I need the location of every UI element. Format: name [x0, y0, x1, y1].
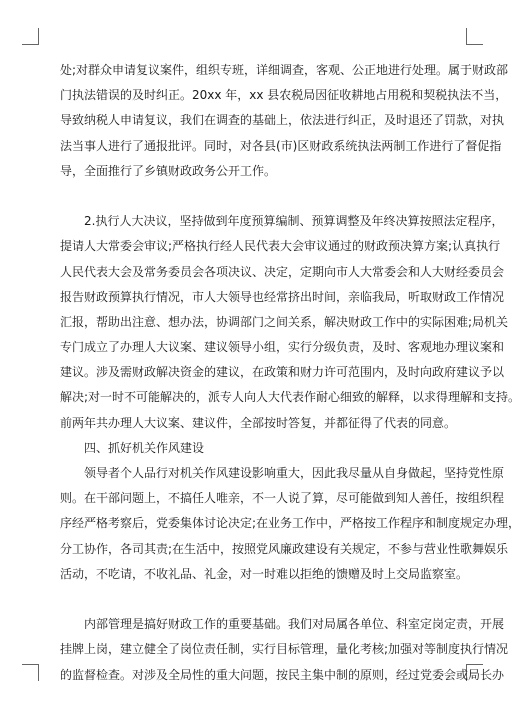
text-line: 前两年共办理人大议案、建议件，全部按时答复，并都征得了代表的同意。	[60, 415, 457, 430]
text-line: 活动，不吃请，不收礼品、礼金，对一时难以拒绝的馈赠及时上交局监察室。	[60, 566, 469, 581]
text-line: 分工协作，各司其责;在生活中，按照党风廉政建设有关规定，不参与营业性歌舞娱乐	[60, 541, 509, 556]
text-line: 法当事人进行了通报批评。同时，对各县(市)区财政系统执法两制工作进行了督促指	[60, 138, 502, 153]
section-heading: 四、抓好机关作风建设	[84, 440, 205, 455]
text-line: 解决;对一时不可能解决的，派专人向人大代表作耐心细致的解释，以求得理解和支持。	[60, 390, 520, 405]
paragraph-gap	[60, 184, 442, 209]
text-line: 导致纳税人申请复议，我们在调查的基础上，依法进行纠正，及时退还了罚款，对执	[60, 113, 505, 128]
document-body	[60, 58, 520, 688]
paragraph-leadership-conduct	[60, 461, 520, 587]
text-line: 领导者个人品行对机关作风建设影响重大，因此我尽量从自身做起，坚持党性原	[84, 466, 505, 480]
text-line: 汇报，帮助出注意、想办法，协调部门之间关系，解决财政工作中的实际困难;局机关	[60, 314, 509, 329]
text-line: 的监督检查。对涉及全局性的重大问题，按民主集中制的原则，经过党委会或局长办	[60, 667, 505, 682]
paragraph-gap	[60, 587, 442, 612]
crop-mark-bottom-left	[22, 664, 39, 681]
paragraph-enforcement	[60, 58, 509, 184]
text-line: 建议。涉及需财政解决资金的建议，在政策和财力许可范围内，及时向政府建议予以	[60, 365, 505, 380]
text-line: 导，全面推行了乡镇财政政务公开工作。	[60, 163, 277, 178]
crop-mark-top-left	[22, 28, 39, 45]
paragraph-npc-resolutions	[60, 209, 520, 436]
text-line: 报告财政预算执行情况，市人大领导也经常挤出时间，亲临我局，听取财政工作情况	[60, 289, 505, 304]
text-line: 门执法错误的及时纠正。20xx 年，xx 县农税局因征收耕地占用税和契税执法不当，	[60, 88, 508, 103]
text-line: 内部管理是搞好财政工作的重要基础。我们对局属各单位、科室定岗定责，开展	[84, 617, 505, 632]
paragraph-internal-management	[60, 612, 509, 688]
text-line: 人民代表大会及常务委员会各项决议、决定，定期向市人大常委会和人大财经委员会	[60, 264, 505, 279]
crop-mark-top-right	[466, 28, 483, 45]
text-line: 处;对群众申请复议案件，组织专班，详细调查，客观、公正地进行处理。属于财政部	[60, 63, 509, 77]
text-line: 2.执行人大决议，坚持做到年度预算编制、预算调整及年终决算按照法定程序，	[84, 214, 504, 229]
text-line: 挂牌上岗，建立健全了岗位责任制，实行目标管理，量化考核;加强对等制度执行情况	[60, 642, 509, 657]
text-line: 提请人大常委会审议;严格执行经人民代表大会审议通过的财政预决算方案;认真执行	[60, 239, 501, 254]
text-line: 序经严格考察后，党委集体讨论决定;在业务工作中，严格按工作程序和制度规定办理，	[60, 516, 520, 531]
text-line: 则。在干部问题上，不搞任人唯亲，不一人说了算，尽可能做到知人善任，按组织程	[60, 491, 505, 506]
text-line: 专门成立了办理人大议案、建议领导小组，实行分级负责，及时、客观地办理议案和	[60, 340, 505, 355]
